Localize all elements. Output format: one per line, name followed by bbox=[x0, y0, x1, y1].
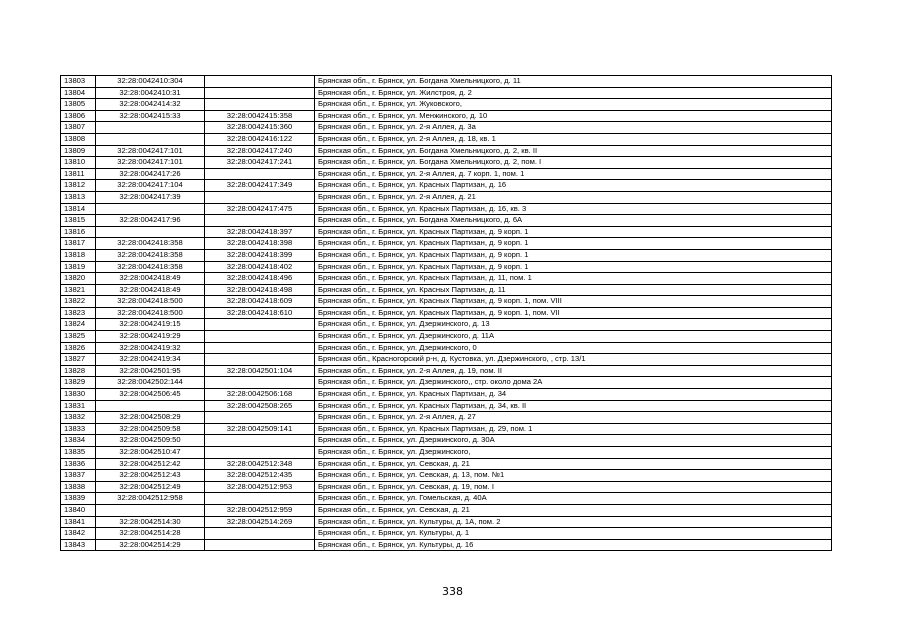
building-cadastral-number-cell bbox=[205, 354, 315, 366]
cadastral-number-cell: 32:28:0042509:58 bbox=[96, 423, 205, 435]
register-table bbox=[60, 75, 832, 551]
table-row bbox=[61, 435, 832, 447]
cadastral-number-cell: 32:28:0042512:43 bbox=[96, 470, 205, 482]
address-cell: Брянская обл., г. Брянск, ул. Дзержинского,, стр. около дома 2А bbox=[315, 377, 832, 389]
row-number-cell: 13822 bbox=[61, 296, 96, 308]
row-number-cell: 13834 bbox=[61, 435, 96, 447]
cadastral-number-cell: 32:28:0042418:500 bbox=[96, 296, 205, 308]
cadastral-number-cell bbox=[96, 122, 205, 134]
building-cadastral-number-cell bbox=[205, 435, 315, 447]
building-cadastral-number-cell: 32:28:0042417:349 bbox=[205, 180, 315, 192]
cadastral-number-cell: 32:28:0042512:958 bbox=[96, 493, 205, 505]
cadastral-number-cell: 32:28:0042417:104 bbox=[96, 180, 205, 192]
cadastral-number-cell: 32:28:0042418:358 bbox=[96, 238, 205, 250]
building-cadastral-number-cell bbox=[205, 76, 315, 88]
table-row bbox=[61, 226, 832, 238]
table-row bbox=[61, 145, 832, 157]
table-row bbox=[61, 516, 832, 528]
row-number-cell: 13821 bbox=[61, 284, 96, 296]
building-cadastral-number-cell: 32:28:0042417:241 bbox=[205, 157, 315, 169]
table-row bbox=[61, 296, 832, 308]
address-cell: Брянская обл., г. Брянск, ул. 2-я Аллея, д. 27 bbox=[315, 412, 832, 424]
building-cadastral-number-cell: 32:28:0042418:399 bbox=[205, 249, 315, 261]
address-cell: Брянская обл., г. Брянск, ул. Севская, д. 19, пом. I bbox=[315, 481, 832, 493]
cadastral-number-cell: 32:28:0042512:42 bbox=[96, 458, 205, 470]
address-cell: Брянская обл., г. Брянск, ул. Красных Партизан, д. 9 корп. 1 bbox=[315, 238, 832, 250]
row-number-cell: 13829 bbox=[61, 377, 96, 389]
building-cadastral-number-cell: 32:28:0042418:610 bbox=[205, 307, 315, 319]
address-cell: Брянская обл., г. Брянск, ул. Красных Партизан, д. 11, пом. 1 bbox=[315, 273, 832, 285]
table-row bbox=[61, 412, 832, 424]
building-cadastral-number-cell bbox=[205, 493, 315, 505]
row-number-cell: 13814 bbox=[61, 203, 96, 215]
table-row bbox=[61, 307, 832, 319]
row-number-cell: 13824 bbox=[61, 319, 96, 331]
address-cell: Брянская обл., г. Брянск, ул. Красных Партизан, д. 16, кв. 3 bbox=[315, 203, 832, 215]
row-number-cell: 13812 bbox=[61, 180, 96, 192]
address-cell: Брянская обл., г. Брянск, ул. Культуры, д. 1 bbox=[315, 528, 832, 540]
building-cadastral-number-cell: 32:28:0042417:240 bbox=[205, 145, 315, 157]
address-cell: Брянская обл., г. Брянск, ул. Красных Партизан, д. 9 корп. 1 bbox=[315, 261, 832, 273]
row-number-cell: 13818 bbox=[61, 249, 96, 261]
building-cadastral-number-cell bbox=[205, 539, 315, 551]
cadastral-number-cell: 32:28:0042418:358 bbox=[96, 261, 205, 273]
row-number-cell: 13832 bbox=[61, 412, 96, 424]
building-cadastral-number-cell bbox=[205, 99, 315, 111]
cadastral-number-cell: 32:28:0042417:39 bbox=[96, 191, 205, 203]
table-row bbox=[61, 493, 832, 505]
row-number-cell: 13828 bbox=[61, 365, 96, 377]
building-cadastral-number-cell bbox=[205, 331, 315, 343]
building-cadastral-number-cell bbox=[205, 412, 315, 424]
row-number-cell: 13806 bbox=[61, 110, 96, 122]
building-cadastral-number-cell bbox=[205, 342, 315, 354]
cadastral-number-cell bbox=[96, 504, 205, 516]
table-row bbox=[61, 400, 832, 412]
building-cadastral-number-cell: 32:28:0042417:475 bbox=[205, 203, 315, 215]
cadastral-number-cell: 32:28:0042417:101 bbox=[96, 145, 205, 157]
address-cell: Брянская обл., г. Брянск, ул. 2-я Аллея, д. 18, кв. 1 bbox=[315, 133, 832, 145]
table-row bbox=[61, 203, 832, 215]
building-cadastral-number-cell: 32:28:0042418:398 bbox=[205, 238, 315, 250]
cadastral-number-cell: 32:28:0042418:500 bbox=[96, 307, 205, 319]
cadastral-number-cell bbox=[96, 133, 205, 145]
building-cadastral-number-cell bbox=[205, 447, 315, 459]
building-cadastral-number-cell: 32:28:0042506:168 bbox=[205, 389, 315, 401]
row-number-cell: 13833 bbox=[61, 423, 96, 435]
table-row bbox=[61, 122, 832, 134]
row-number-cell: 13813 bbox=[61, 191, 96, 203]
row-number-cell: 13841 bbox=[61, 516, 96, 528]
row-number-cell: 13843 bbox=[61, 539, 96, 551]
cadastral-number-cell: 32:28:0042419:29 bbox=[96, 331, 205, 343]
table-row bbox=[61, 284, 832, 296]
cadastral-number-cell: 32:28:0042418:49 bbox=[96, 273, 205, 285]
table-row bbox=[61, 215, 832, 227]
page-number: 338 bbox=[442, 585, 463, 598]
address-cell: Брянская обл., г. Брянск, ул. Жуковского, bbox=[315, 99, 832, 111]
table-row bbox=[61, 238, 832, 250]
table-row bbox=[61, 110, 832, 122]
cadastral-number-cell: 32:28:0042419:34 bbox=[96, 354, 205, 366]
row-number-cell: 13810 bbox=[61, 157, 96, 169]
address-cell: Брянская обл., г. Брянск, ул. Красных Партизан, д. 11 bbox=[315, 284, 832, 296]
table-row bbox=[61, 539, 832, 551]
cadastral-number-cell: 32:28:0042414:32 bbox=[96, 99, 205, 111]
cadastral-number-cell: 32:28:0042514:29 bbox=[96, 539, 205, 551]
address-cell: Брянская обл., г. Брянск, ул. Дзержинского, 0 bbox=[315, 342, 832, 354]
row-number-cell: 13808 bbox=[61, 133, 96, 145]
table-row bbox=[61, 180, 832, 192]
table-row bbox=[61, 191, 832, 203]
cadastral-number-cell: 32:28:0042502:144 bbox=[96, 377, 205, 389]
table-row bbox=[61, 528, 832, 540]
row-number-cell: 13807 bbox=[61, 122, 96, 134]
table-row bbox=[61, 331, 832, 343]
table-row bbox=[61, 377, 832, 389]
cadastral-number-cell bbox=[96, 203, 205, 215]
address-cell: Брянская обл., г. Брянск, ул. Красных Партизан, д. 9 корп. 1, пом. VIII bbox=[315, 296, 832, 308]
address-cell: Брянская обл., г. Брянск, ул. Богдана Хмельницкого, д. 11 bbox=[315, 76, 832, 88]
cadastral-number-cell: 32:28:0042417:101 bbox=[96, 157, 205, 169]
cadastral-number-cell: 32:28:0042509:50 bbox=[96, 435, 205, 447]
table-row bbox=[61, 87, 832, 99]
building-cadastral-number-cell bbox=[205, 191, 315, 203]
address-cell: Брянская обл., г. Брянск, ул. Красных Партизан, д. 16 bbox=[315, 180, 832, 192]
row-number-cell: 13842 bbox=[61, 528, 96, 540]
table-row bbox=[61, 458, 832, 470]
table-row bbox=[61, 99, 832, 111]
table-row bbox=[61, 249, 832, 261]
address-cell: Брянская обл., г. Брянск, ул. Дзержинского, bbox=[315, 447, 832, 459]
row-number-cell: 13817 bbox=[61, 238, 96, 250]
building-cadastral-number-cell bbox=[205, 528, 315, 540]
cadastral-number-cell: 32:28:0042417:96 bbox=[96, 215, 205, 227]
row-number-cell: 13809 bbox=[61, 145, 96, 157]
address-cell: Брянская обл., г. Брянск, ул. 2-я Аллея, д. 21 bbox=[315, 191, 832, 203]
address-cell: Брянская обл., г. Брянск, ул. Севская, д. 21 bbox=[315, 504, 832, 516]
row-number-cell: 13831 bbox=[61, 400, 96, 412]
building-cadastral-number-cell: 32:28:0042512:435 bbox=[205, 470, 315, 482]
address-cell: Брянская обл., г. Брянск, ул. Дзержинского, д. 30А bbox=[315, 435, 832, 447]
building-cadastral-number-cell bbox=[205, 168, 315, 180]
table-row bbox=[61, 76, 832, 88]
table-row bbox=[61, 273, 832, 285]
address-cell: Брянская обл., г. Брянск, ул. Красных Партизан, д. 34 bbox=[315, 389, 832, 401]
building-cadastral-number-cell: 32:28:0042418:609 bbox=[205, 296, 315, 308]
row-number-cell: 13816 bbox=[61, 226, 96, 238]
table-row bbox=[61, 261, 832, 273]
address-cell: Брянская обл., г. Брянск, ул. Жилстроя, д. 2 bbox=[315, 87, 832, 99]
address-cell: Брянская обл., г. Брянск, ул. 2-я Аллея, д. 19, пом. II bbox=[315, 365, 832, 377]
table-row bbox=[61, 481, 832, 493]
building-cadastral-number-cell: 32:28:0042512:348 bbox=[205, 458, 315, 470]
table-row bbox=[61, 319, 832, 331]
row-number-cell: 13839 bbox=[61, 493, 96, 505]
building-cadastral-number-cell: 32:28:0042418:397 bbox=[205, 226, 315, 238]
row-number-cell: 13803 bbox=[61, 76, 96, 88]
address-cell: Брянская обл., г. Брянск, ул. Дзержинского, д. 13 bbox=[315, 319, 832, 331]
table-row bbox=[61, 470, 832, 482]
building-cadastral-number-cell bbox=[205, 215, 315, 227]
row-number-cell: 13835 bbox=[61, 447, 96, 459]
address-cell: Брянская обл., г. Брянск, ул. Менжинского, д. 10 bbox=[315, 110, 832, 122]
table-row bbox=[61, 168, 832, 180]
row-number-cell: 13823 bbox=[61, 307, 96, 319]
cadastral-number-cell: 32:28:0042417:26 bbox=[96, 168, 205, 180]
table-row bbox=[61, 133, 832, 145]
cadastral-number-cell: 32:28:0042419:32 bbox=[96, 342, 205, 354]
cadastral-number-cell: 32:28:0042418:49 bbox=[96, 284, 205, 296]
cadastral-number-cell: 32:28:0042419:15 bbox=[96, 319, 205, 331]
building-cadastral-number-cell: 32:28:0042418:402 bbox=[205, 261, 315, 273]
row-number-cell: 13819 bbox=[61, 261, 96, 273]
row-number-cell: 13820 bbox=[61, 273, 96, 285]
building-cadastral-number-cell: 32:28:0042415:358 bbox=[205, 110, 315, 122]
cadastral-number-cell: 32:28:0042506:45 bbox=[96, 389, 205, 401]
row-number-cell: 13815 bbox=[61, 215, 96, 227]
table-row bbox=[61, 354, 832, 366]
building-cadastral-number-cell: 32:28:0042418:498 bbox=[205, 284, 315, 296]
building-cadastral-number-cell: 32:28:0042514:269 bbox=[205, 516, 315, 528]
row-number-cell: 13804 bbox=[61, 87, 96, 99]
address-cell: Брянская обл., г. Брянск, ул. Культуры, д. 16 bbox=[315, 539, 832, 551]
table-row bbox=[61, 365, 832, 377]
address-cell: Брянская обл., г. Брянск, ул. Красных Партизан, д. 9 корп. 1 bbox=[315, 226, 832, 238]
table-row bbox=[61, 447, 832, 459]
address-cell: Брянская обл., г. Брянск, ул. Красных Партизан, д. 29, пом. 1 bbox=[315, 423, 832, 435]
row-number-cell: 13840 bbox=[61, 504, 96, 516]
building-cadastral-number-cell: 32:28:0042509:141 bbox=[205, 423, 315, 435]
cadastral-number-cell: 32:28:0042508:29 bbox=[96, 412, 205, 424]
row-number-cell: 13836 bbox=[61, 458, 96, 470]
address-cell: Брянская обл., г. Брянск, ул. Богдана Хмельницкого, д. 2, кв. II bbox=[315, 145, 832, 157]
address-cell: Брянская обл., г. Брянск, ул. Богдана Хмельницкого, д. 6А bbox=[315, 215, 832, 227]
cadastral-number-cell bbox=[96, 226, 205, 238]
building-cadastral-number-cell: 32:28:0042418:496 bbox=[205, 273, 315, 285]
cadastral-number-cell: 32:28:0042512:49 bbox=[96, 481, 205, 493]
row-number-cell: 13827 bbox=[61, 354, 96, 366]
row-number-cell: 13811 bbox=[61, 168, 96, 180]
building-cadastral-number-cell: 32:28:0042508:265 bbox=[205, 400, 315, 412]
cadastral-number-cell: 32:28:0042418:358 bbox=[96, 249, 205, 261]
building-cadastral-number-cell: 32:28:0042415:360 bbox=[205, 122, 315, 134]
cadastral-number-cell: 32:28:0042514:28 bbox=[96, 528, 205, 540]
table-row bbox=[61, 423, 832, 435]
address-cell: Брянская обл., г. Брянск, ул. Гомельская, д. 40А bbox=[315, 493, 832, 505]
table-row bbox=[61, 389, 832, 401]
row-number-cell: 13826 bbox=[61, 342, 96, 354]
row-number-cell: 13805 bbox=[61, 99, 96, 111]
cadastral-number-cell bbox=[96, 400, 205, 412]
address-cell: Брянская обл., г. Брянск, ул. Красных Партизан, д. 9 корп. 1, пом. VII bbox=[315, 307, 832, 319]
address-cell: Брянская обл., Красногорский р-н, д. Кустовка, ул. Дзержинского, , стр. 13/1 bbox=[315, 354, 832, 366]
address-cell: Брянская обл., г. Брянск, ул. 2-я Аллея, д. 3а bbox=[315, 122, 832, 134]
building-cadastral-number-cell: 32:28:0042501:104 bbox=[205, 365, 315, 377]
cadastral-number-cell: 32:28:0042410:31 bbox=[96, 87, 205, 99]
table-row bbox=[61, 157, 832, 169]
building-cadastral-number-cell bbox=[205, 87, 315, 99]
address-cell: Брянская обл., г. Брянск, ул. Дзержинского, д. 11А bbox=[315, 331, 832, 343]
cadastral-number-cell: 32:28:0042501:95 bbox=[96, 365, 205, 377]
address-cell: Брянская обл., г. Брянск, ул. Красных Партизан, д. 9 корп. 1 bbox=[315, 249, 832, 261]
address-cell: Брянская обл., г. Брянск, ул. 2-я Аллея, д. 7 корп. 1, пом. 1 bbox=[315, 168, 832, 180]
row-number-cell: 13838 bbox=[61, 481, 96, 493]
table-row bbox=[61, 342, 832, 354]
building-cadastral-number-cell bbox=[205, 377, 315, 389]
building-cadastral-number-cell: 32:28:0042416:122 bbox=[205, 133, 315, 145]
table-row bbox=[61, 504, 832, 516]
building-cadastral-number-cell: 32:28:0042512:959 bbox=[205, 504, 315, 516]
address-cell: Брянская обл., г. Брянск, ул. Культуры, д. 1А, пом. 2 bbox=[315, 516, 832, 528]
cadastral-number-cell: 32:28:0042510:47 bbox=[96, 447, 205, 459]
row-number-cell: 13837 bbox=[61, 470, 96, 482]
building-cadastral-number-cell: 32:28:0042512:953 bbox=[205, 481, 315, 493]
cadastral-number-cell: 32:28:0042415:33 bbox=[96, 110, 205, 122]
cadastral-number-cell: 32:28:0042514:30 bbox=[96, 516, 205, 528]
address-cell: Брянская обл., г. Брянск, ул. Богдана Хмельницкого, д. 2, пом. I bbox=[315, 157, 832, 169]
cadastral-number-cell: 32:28:0042410:304 bbox=[96, 76, 205, 88]
row-number-cell: 13830 bbox=[61, 389, 96, 401]
address-cell: Брянская обл., г. Брянск, ул. Красных Партизан, д. 34, кв. II bbox=[315, 400, 832, 412]
address-cell: Брянская обл., г. Брянск, ул. Севская, д. 21 bbox=[315, 458, 832, 470]
row-number-cell: 13825 bbox=[61, 331, 96, 343]
building-cadastral-number-cell bbox=[205, 319, 315, 331]
address-cell: Брянская обл., г. Брянск, ул. Севская, д. 13, пом. №1 bbox=[315, 470, 832, 482]
